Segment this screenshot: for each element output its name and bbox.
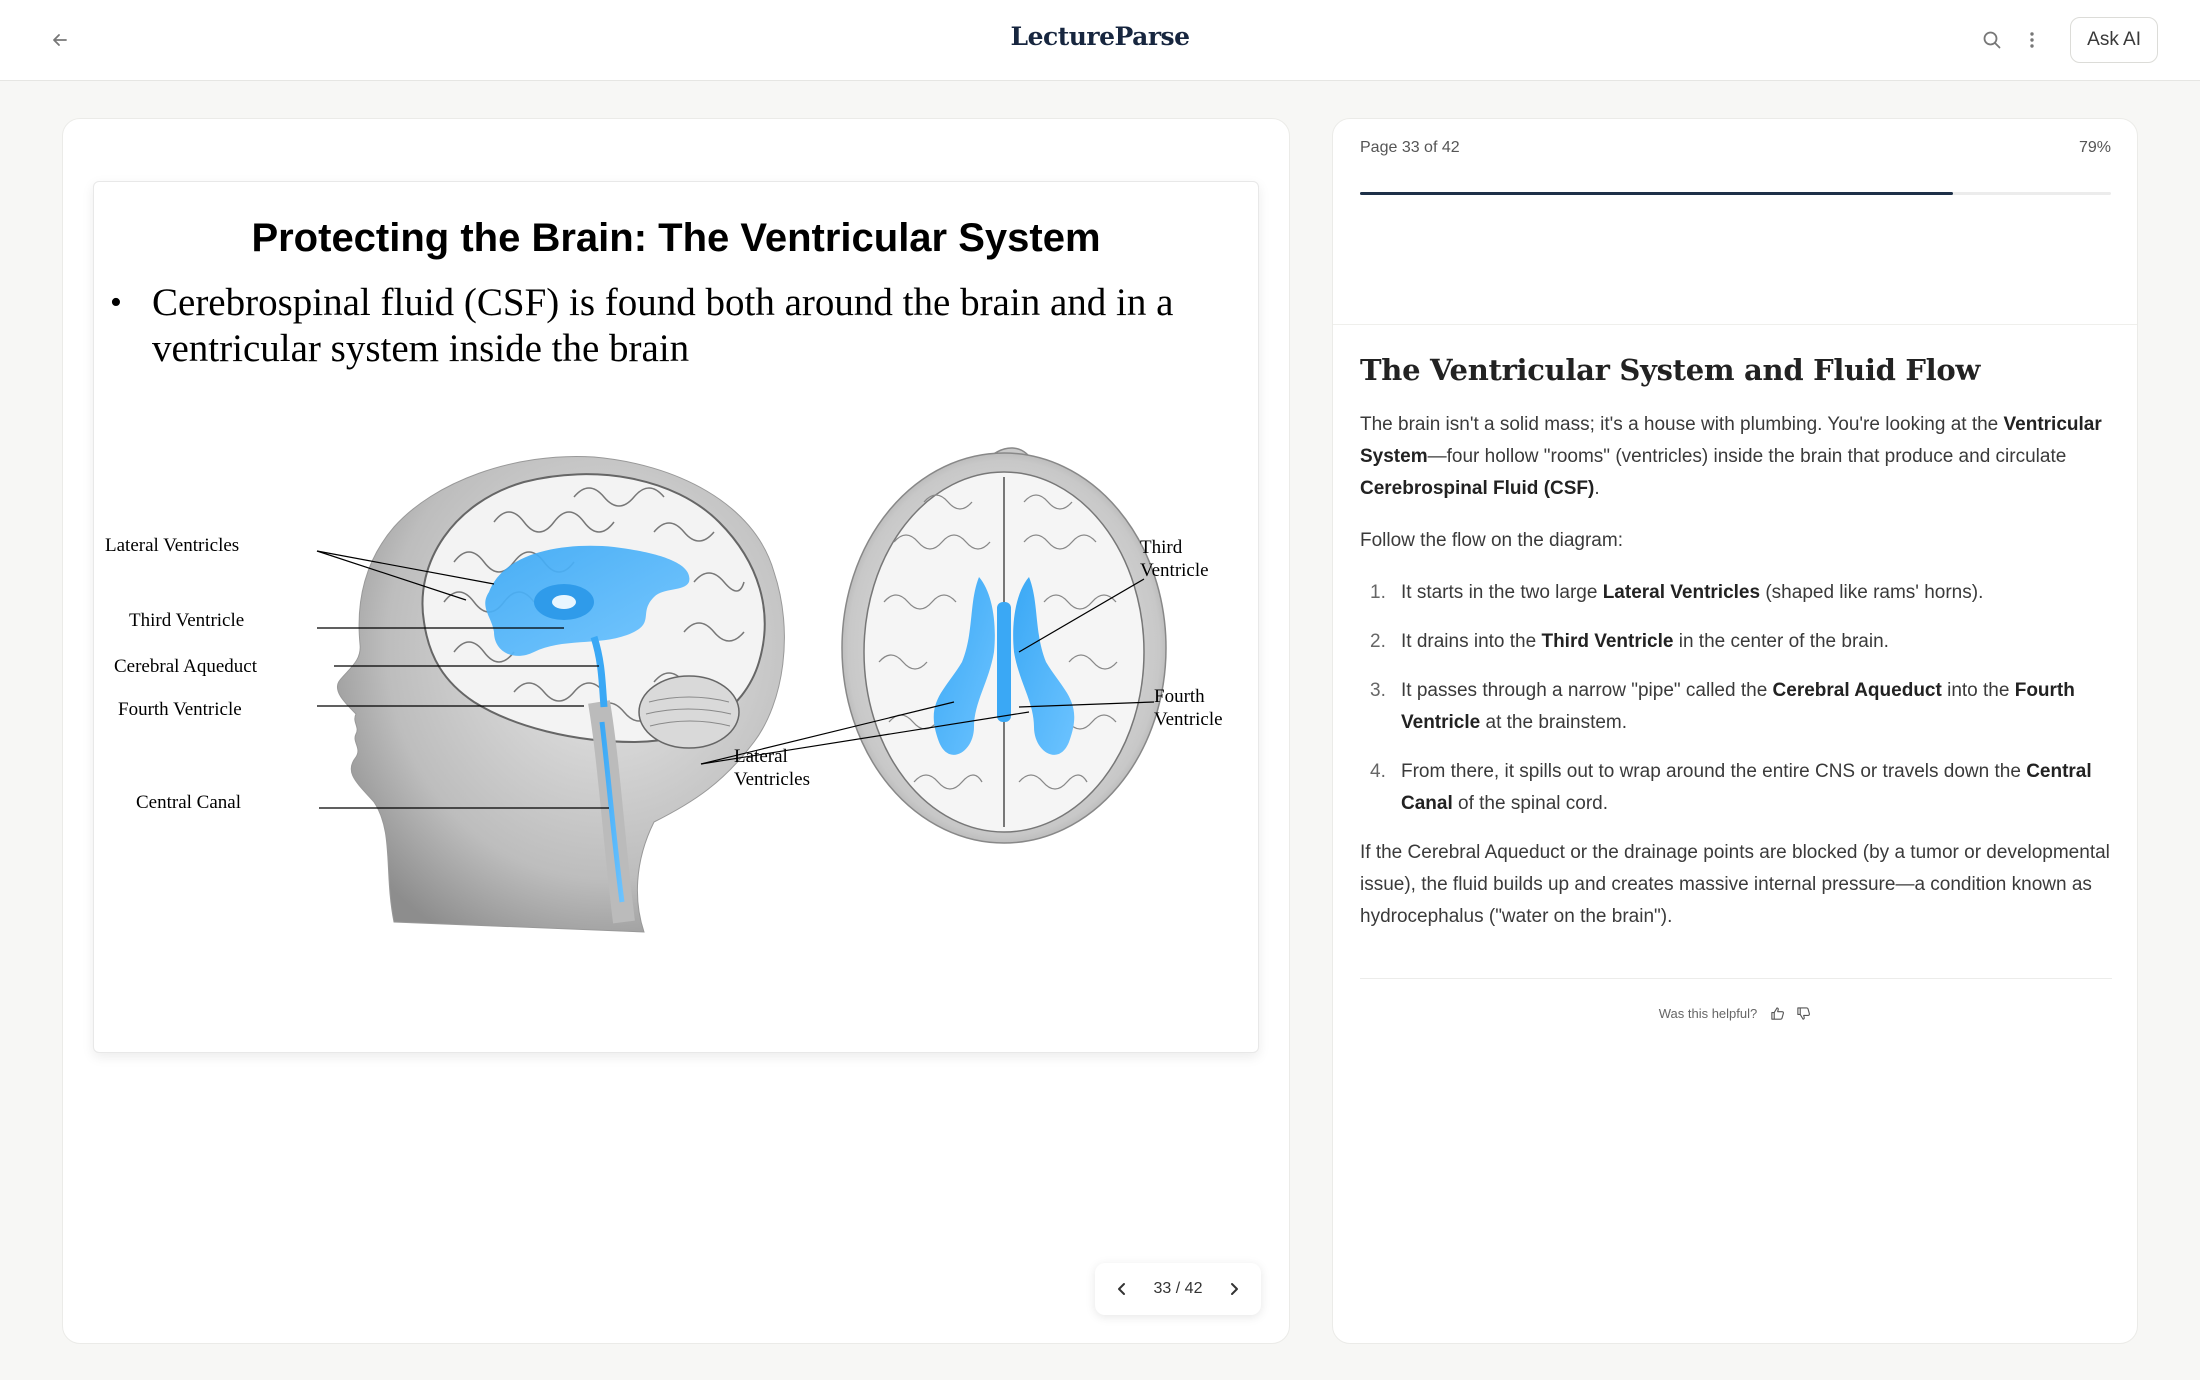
search-button[interactable] (1972, 17, 2012, 63)
closing-paragraph: If the Cerebral Aqueduct or the drainage points are blocked (by a tumor or developmental issue), the fluid builds up and creates massive internal pressure—a condition known as hydrocephalus ("water on the brain"). (1360, 842, 2110, 927)
step-text: of the spinal cord. (1452, 793, 1609, 814)
label-lateral-ventricles-axial (734, 745, 810, 791)
follow-paragraph: Follow the flow on the diagram: (1360, 530, 1623, 551)
page-counter: 33 / 42 (1153, 1280, 1203, 1297)
label-lateral-line2: Ventricles (734, 769, 810, 790)
intro-paragraph (1360, 409, 2112, 505)
slide-panel (62, 118, 1290, 1344)
step-bold: Cerebral Aqueduct (1772, 680, 1942, 701)
search-icon (1982, 30, 2002, 50)
step-bold: Fourth Ventricle (1401, 680, 2075, 733)
slide-title: Protecting the Brain: The Ventricular System (251, 216, 1101, 260)
ventricular-system-diagram (94, 182, 1259, 1053)
more-vertical-icon (2029, 30, 2035, 50)
step-bold: Central Canal (1401, 761, 2092, 814)
sagittal-head-illustration (337, 456, 784, 932)
thumbs-up-button[interactable] (1767, 1003, 1787, 1023)
top-bar (0, 0, 2200, 81)
step-bold: Lateral Ventricles (1602, 582, 1761, 603)
step-number: 3. (1370, 680, 1386, 701)
chevron-left-icon (1116, 1282, 1128, 1296)
step-text: It passes through a narrow "pipe" called the (1401, 680, 1773, 701)
progress-track (1360, 192, 2111, 195)
label-lateral-line1: Lateral (734, 746, 788, 767)
feedback-row (1360, 1003, 2112, 1023)
intro-text-3: . (1594, 478, 1600, 499)
step-text: It starts in the two large (1401, 582, 1603, 603)
axial-brain-illustration (842, 448, 1166, 843)
thumbs-up-icon (1770, 1006, 1785, 1021)
label-central-canal: Central Canal (136, 792, 241, 813)
step-text: (shaped like rams' horns). (1760, 582, 1984, 603)
progress-percent: 79% (2078, 139, 2111, 156)
step-text: in the center of the brain. (1673, 631, 1889, 652)
label-fourth-line1: Fourth (1154, 686, 1205, 707)
step-bold: Third Ventricle (1541, 631, 1674, 652)
label-lateral-ventricles: Lateral Ventricles (105, 535, 240, 556)
list-item (1360, 626, 2112, 658)
slide-pager (1095, 1263, 1261, 1315)
progress-fill (1360, 192, 1953, 195)
intro-text-1: The brain isn't a solid mass; it's a house with plumbing. You're looking at the (1360, 414, 2004, 435)
label-fourth-line2: Ventricle (1154, 709, 1223, 730)
label-cerebral-aqueduct: Cerebral Aqueduct (114, 656, 257, 677)
more-options-button[interactable] (2012, 17, 2052, 63)
chevron-right-icon (1228, 1282, 1240, 1296)
page-label: Page 33 of 42 (1360, 139, 1460, 156)
flow-steps-list (1360, 577, 2112, 820)
bullet-line-1: Cerebrospinal fluid (CSF) is found both around the brain and in a (152, 281, 1174, 324)
label-third-line1: Third (1140, 537, 1183, 558)
list-item (1360, 675, 2112, 739)
bullet-dot: • (110, 284, 122, 321)
thumbs-down-icon (1796, 1006, 1811, 1021)
label-third-ventricle-axial (1140, 536, 1209, 582)
step-text: From there, it spills out to wrap around the entire CNS or travels down the (1401, 761, 2027, 782)
list-item (1360, 756, 2112, 820)
helpful-label: Was this helpful? (1658, 1005, 1758, 1021)
step-number: 2. (1370, 631, 1386, 652)
previous-page-button[interactable] (1111, 1278, 1133, 1300)
reading-progress (1360, 139, 2111, 307)
explanation-panel (1332, 118, 2138, 1344)
bullet-line-2: ventricular system inside the brain (152, 327, 690, 370)
list-item (1360, 577, 2112, 609)
explanation-content (1360, 353, 2112, 1023)
step-text: into the (1941, 680, 2015, 701)
ask-ai-button[interactable]: Ask AI (2070, 17, 2158, 63)
thumbs-down-button[interactable] (1793, 1003, 1813, 1023)
step-number: 1. (1370, 582, 1386, 603)
divider (1360, 978, 2112, 979)
explanation-title: The Ventricular System and Fluid Flow (1360, 353, 1981, 387)
next-page-button[interactable] (1223, 1278, 1245, 1300)
divider (1333, 324, 2137, 325)
intro-bold-1: Ventricular System (1360, 414, 2102, 467)
label-third-line2: Ventricle (1140, 560, 1209, 581)
step-text: It drains into the (1401, 631, 1542, 652)
step-number: 4. (1370, 761, 1386, 782)
intro-text-2: —four hollow "rooms" (ventricles) inside the brain that produce and circulate (1427, 446, 2067, 467)
step-text: at the brainstem. (1480, 712, 1628, 733)
label-third-ventricle: Third Ventricle (129, 610, 245, 631)
intro-bold-2: Cerebrospinal Fluid (CSF) (1360, 478, 1595, 499)
label-fourth-ventricle-axial (1154, 685, 1223, 731)
brand-logo: LectureParse (1010, 22, 1190, 51)
lecture-slide (93, 181, 1259, 1053)
label-fourth-ventricle: Fourth Ventricle (118, 699, 242, 720)
